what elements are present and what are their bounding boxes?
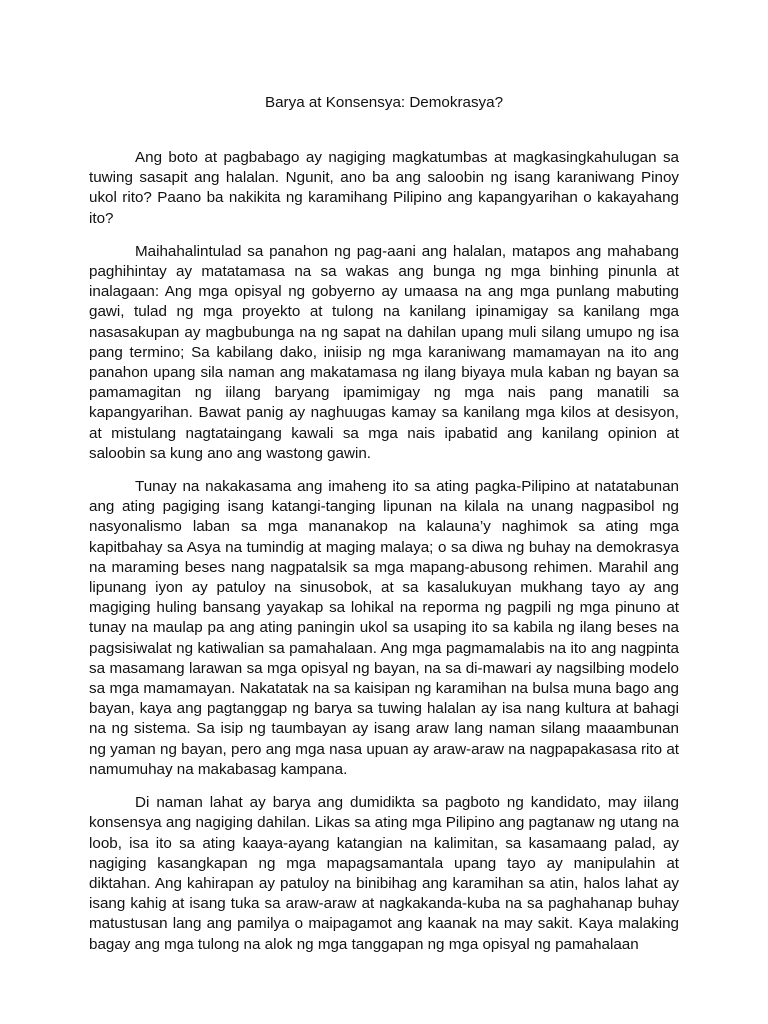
paragraph-1: Ang boto at pagbabago ay nagiging magkatumbas at magkasingkahulugan sa tuwing sasapit ang halalan. Ngunit, ano ba ang saloobin ng isang karaniwang Pinoy ukol rito? Paano ba nakikita ng karamihang Pilipino ang kapangyarihan o kakayahang ito? <box>89 149 679 227</box>
paragraph-4: Di naman lahat ay barya ang dumidikta sa pagboto ng kandidato, may iilang konsensya ang nagiging dahilan. Likas sa ating mga Pilipino ang pagtanaw ng utang na loob, isa ito sa ating kaaya-ayang katangian na kalimitan, sa kasamaang palad, ay nagiging kasangkapan ng mga mapagsamantala upang tayo ay manipulahin at diktahan. Ang kahirapan ay patuloy na binibihag ang karamihan sa atin, halos lahat ay isang kahig at isang tuka sa araw-araw at nagkakanda-kuba na sa paghahanap buhay matustusan lang ang pamilya o maipagamot ang kaanak na may sakit. Kaya malaking bagay ang mga tulong na alok ng mga tanggapan ng mga opisyal ng pamahalaan <box>89 794 679 953</box>
document-body <box>89 148 679 968</box>
paragraph-2: Maihahalintulad sa panahon ng pag-aani ang halalan, matapos ang mahabang paghihintay ay matatamasa na sa wakas ang bunga ng mga binhing pinunla at inalagaan: Ang mga opisyal ng gobyerno ay umaasa na ang mga punlang mabuting gawi, tulad ng mga proyekto at tulong na kanilang ipinamigay sa kanilang mga nasasakupan ay magbubunga na ng sapat na dahilan upang muli silang umupo ng isa pang termino; Sa kabilang dako, iniisip ng mga karaniwang mamamayan na ito ang panahon upang sila naman ang makatamasa ng ilang biyaya mula kaban ng bayan sa pamamagitan ng iilang baryang ipamimigay ng mga nais pang manatili sa kapangyarihan. Bawat panig ay naghuugas kamay sa kanilang mga kilos at desisyon, at mistulang nagtataingang kawali sa mga nais ipabatid ang kanilang opinion at saloobin sa kung ano ang wastong gawin. <box>89 242 679 462</box>
paragraph-3: Tunay na nakakasama ang imaheng ito sa ating pagka-Pilipino at natatabunan ang ating pagiging isang katangi-tanging lipunan na kilala na unang nagpasibol ng nasyonalismo laban sa mga mananakop na kalauna’y naghimok sa ating mga kapitbahay sa Asya na tumindig at maging malaya; o sa diwa ng buhay na demokrasya na maraming beses nang nagpatalsik sa mga mapang-abusong rehimen. Marahil ang lipunang iyon ay patuloy na sinusobok, at sa kasalukuyan mukhang tayo ay ang magiging huling bansang yayakap sa lohikal na reporma ng pagpili ng mga pinuno at tunay na maulap pa ang ating paningin ukol sa usaping ito sa kabila ng ilang beses na pagsisiwalat ng katiwalian sa pamahalaan. Ang mga pagmamalabis na ito ang nagpinta sa masamang larawan sa mga opisyal ng bayan, na sa di-mawari ay nagsilbing modelo sa mga mamamayan. Nakatatak na sa kaisipan ng karamihan na bulsa muna bago ang bayan, kaya ang pagtanggap ng barya sa tuwing halalan ay isa nang kultura at bahagi na ng sistema. Sa isip ng taumbayan ay isang araw lang naman silang maaambunan ng yaman ng bayan, pero ang mga nasa upuan ay araw-araw na nagpapakasasa rito at namumuhay na makabasag kampana. <box>89 478 679 778</box>
document-title: Barya at Konsensya: Demokrasya? <box>264 94 504 111</box>
